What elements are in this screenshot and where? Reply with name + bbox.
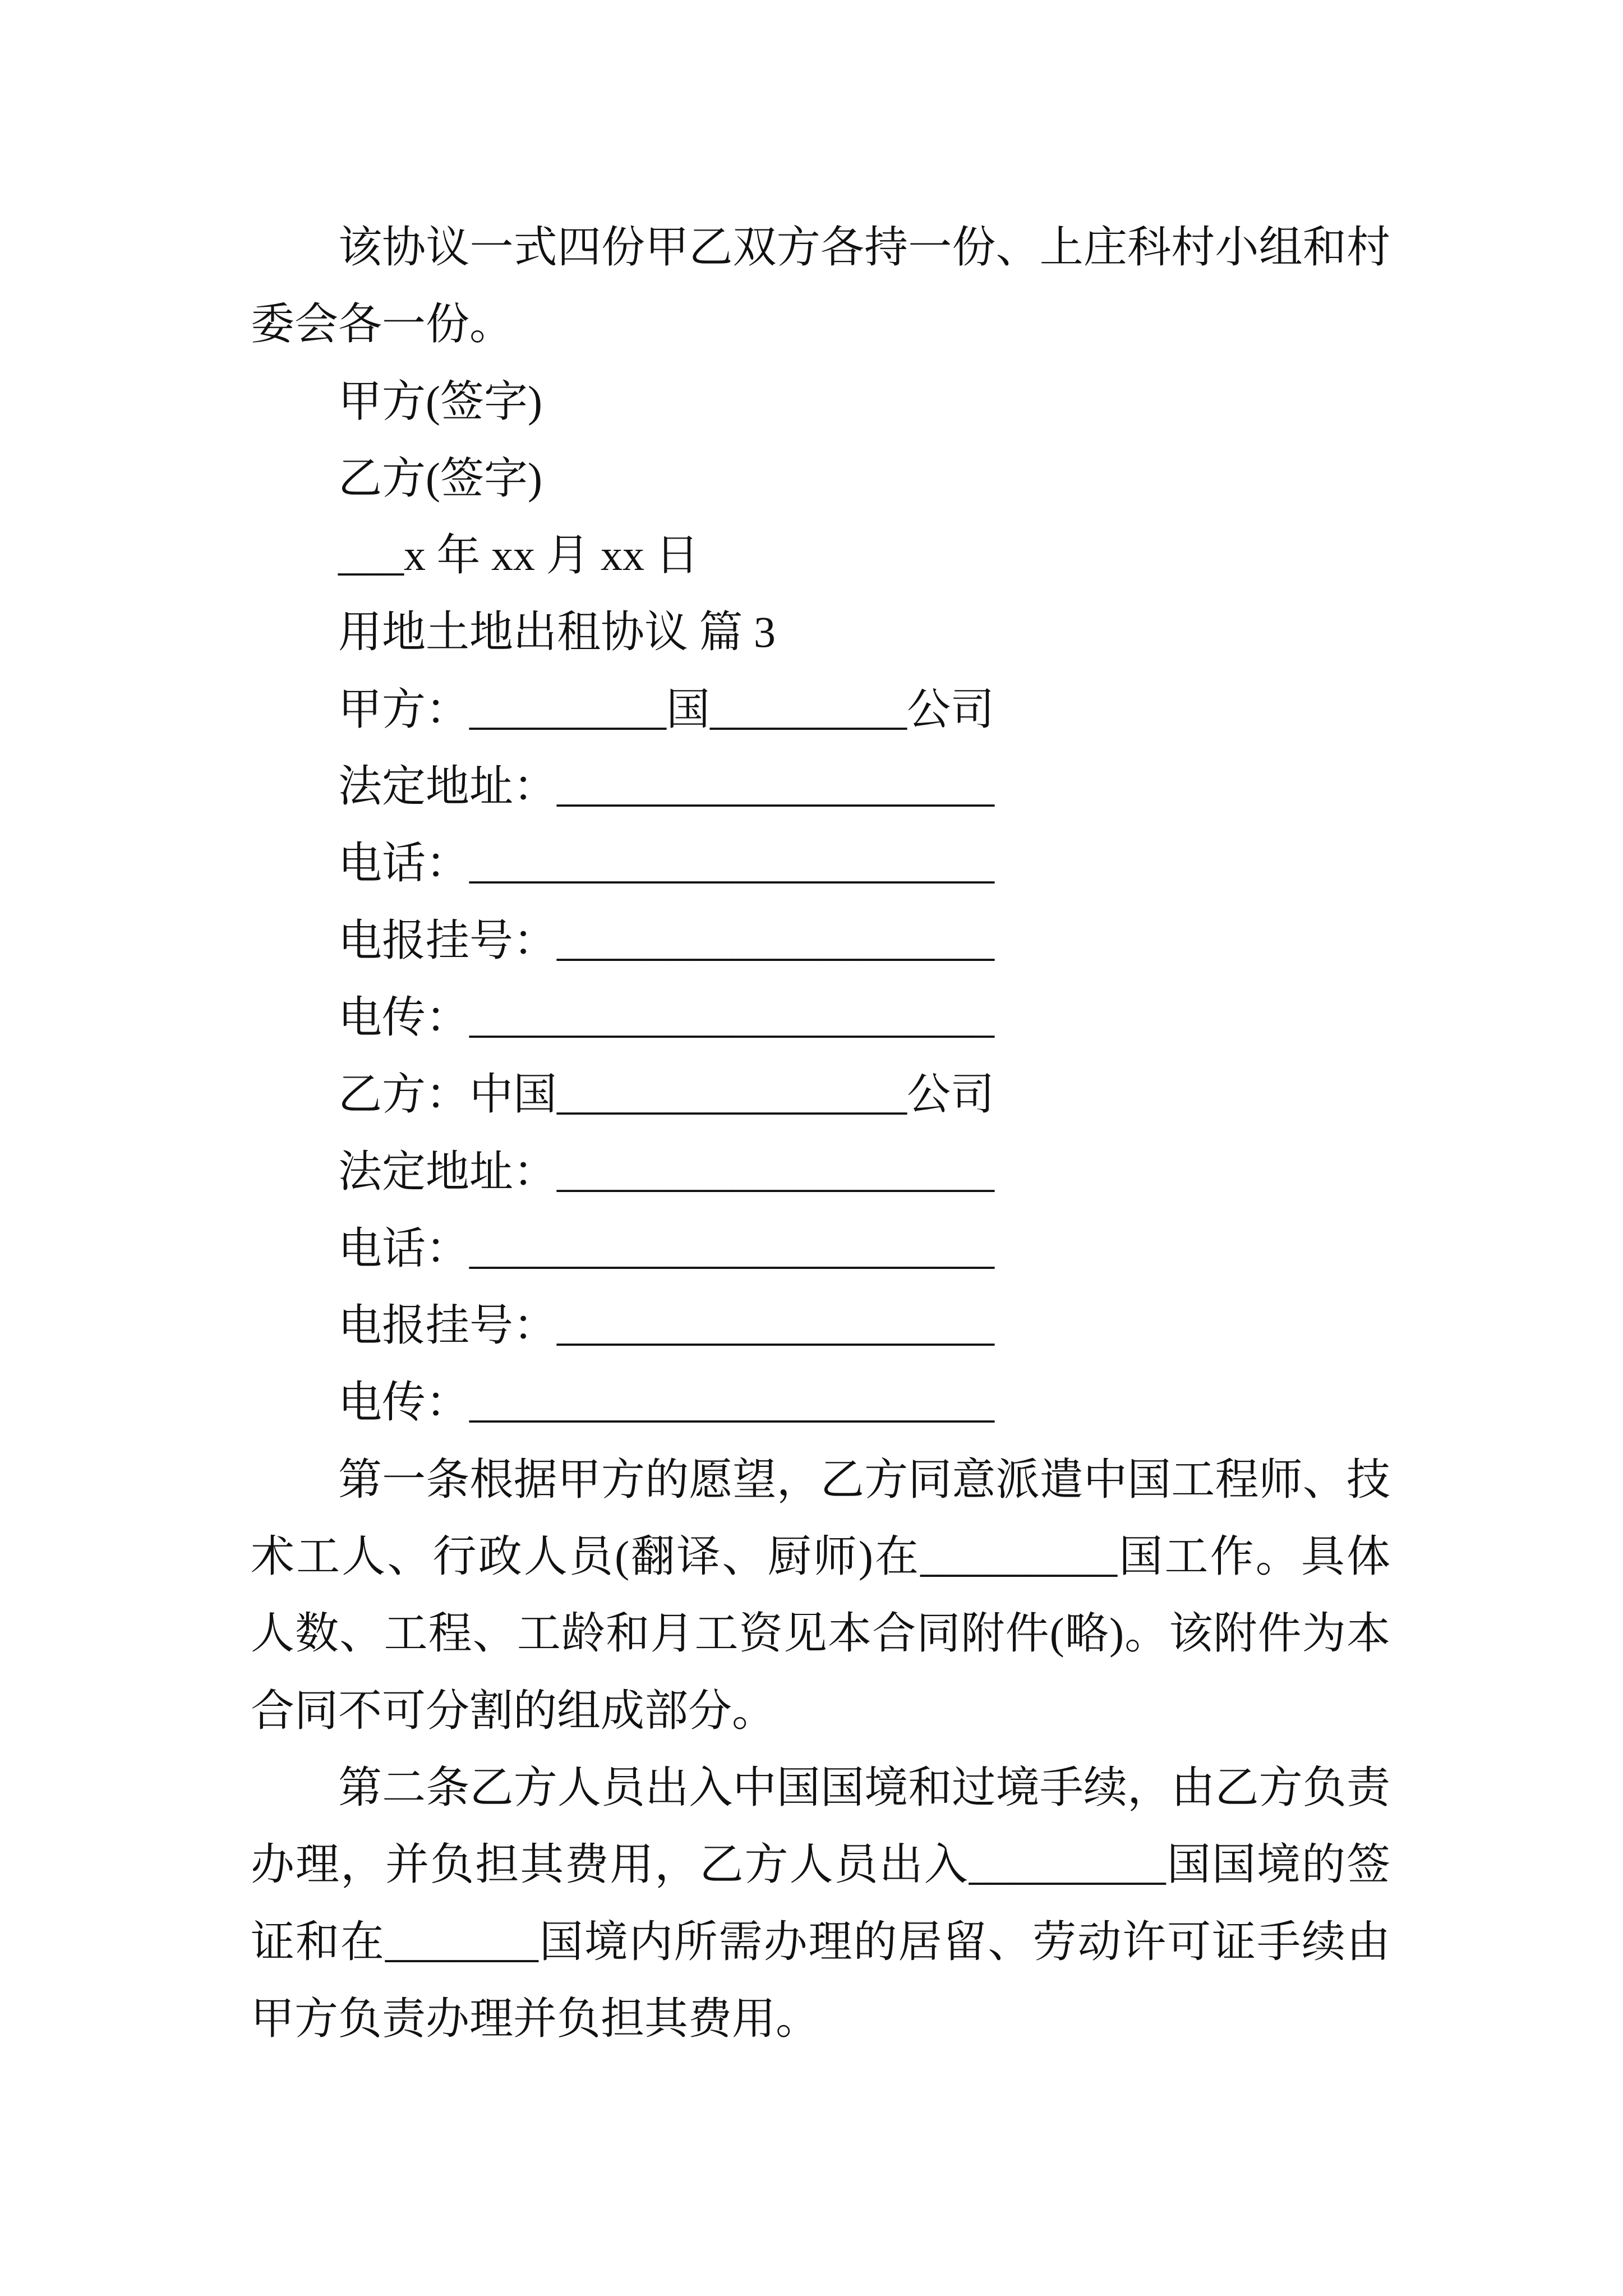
copies-clause: 该协议一式四份甲乙双方各持一份、上庄科村小组和村委会各一份。 <box>251 223 1390 349</box>
document-body <box>251 209 1390 2057</box>
party-a-signature-line: 甲方(签字) <box>338 376 542 426</box>
article-two: 第二条乙方人员出入中国国境和过境手续，由乙方负责办理，并负担其费用，乙方人员出入_________国国境的签证和在_______国境内所需办理的居留、劳动许可证手续由甲方负责办理并负担其费用。 <box>251 1763 1390 2043</box>
party-b-cable-field: 电报挂号：____________________ <box>338 1301 995 1350</box>
party-a-fax-field: 电传：________________________ <box>338 992 995 1042</box>
party-a-phone-field: 电话：________________________ <box>338 839 995 888</box>
section-heading: 用地土地出租协议 篇 3 <box>338 608 776 657</box>
date-line: ___x 年 xx 月 xx 日 <box>338 531 699 580</box>
party-b-phone-field: 电话：________________________ <box>338 1223 995 1273</box>
party-b-name-field: 乙方：中国________________公司 <box>338 1070 995 1119</box>
party-b-fax-field: 电传：________________________ <box>338 1378 995 1427</box>
party-a-name-field: 甲方：_________国_________公司 <box>338 684 995 734</box>
article-one: 第一条根据甲方的愿望，乙方同意派遣中国工程师、技术工人、行政人员(翻译、厨师)在_________国工作。具体人数、工程、工龄和月工资见本合同附件(略)。该附件为本合同不可分割的组成部分。 <box>251 1455 1390 1735</box>
party-a-address-field: 法定地址：____________________ <box>338 762 995 811</box>
party-b-signature-line: 乙方(签字) <box>338 453 542 503</box>
party-b-address-field: 法定地址：____________________ <box>338 1147 995 1196</box>
party-a-cable-field: 电报挂号：____________________ <box>338 915 995 965</box>
